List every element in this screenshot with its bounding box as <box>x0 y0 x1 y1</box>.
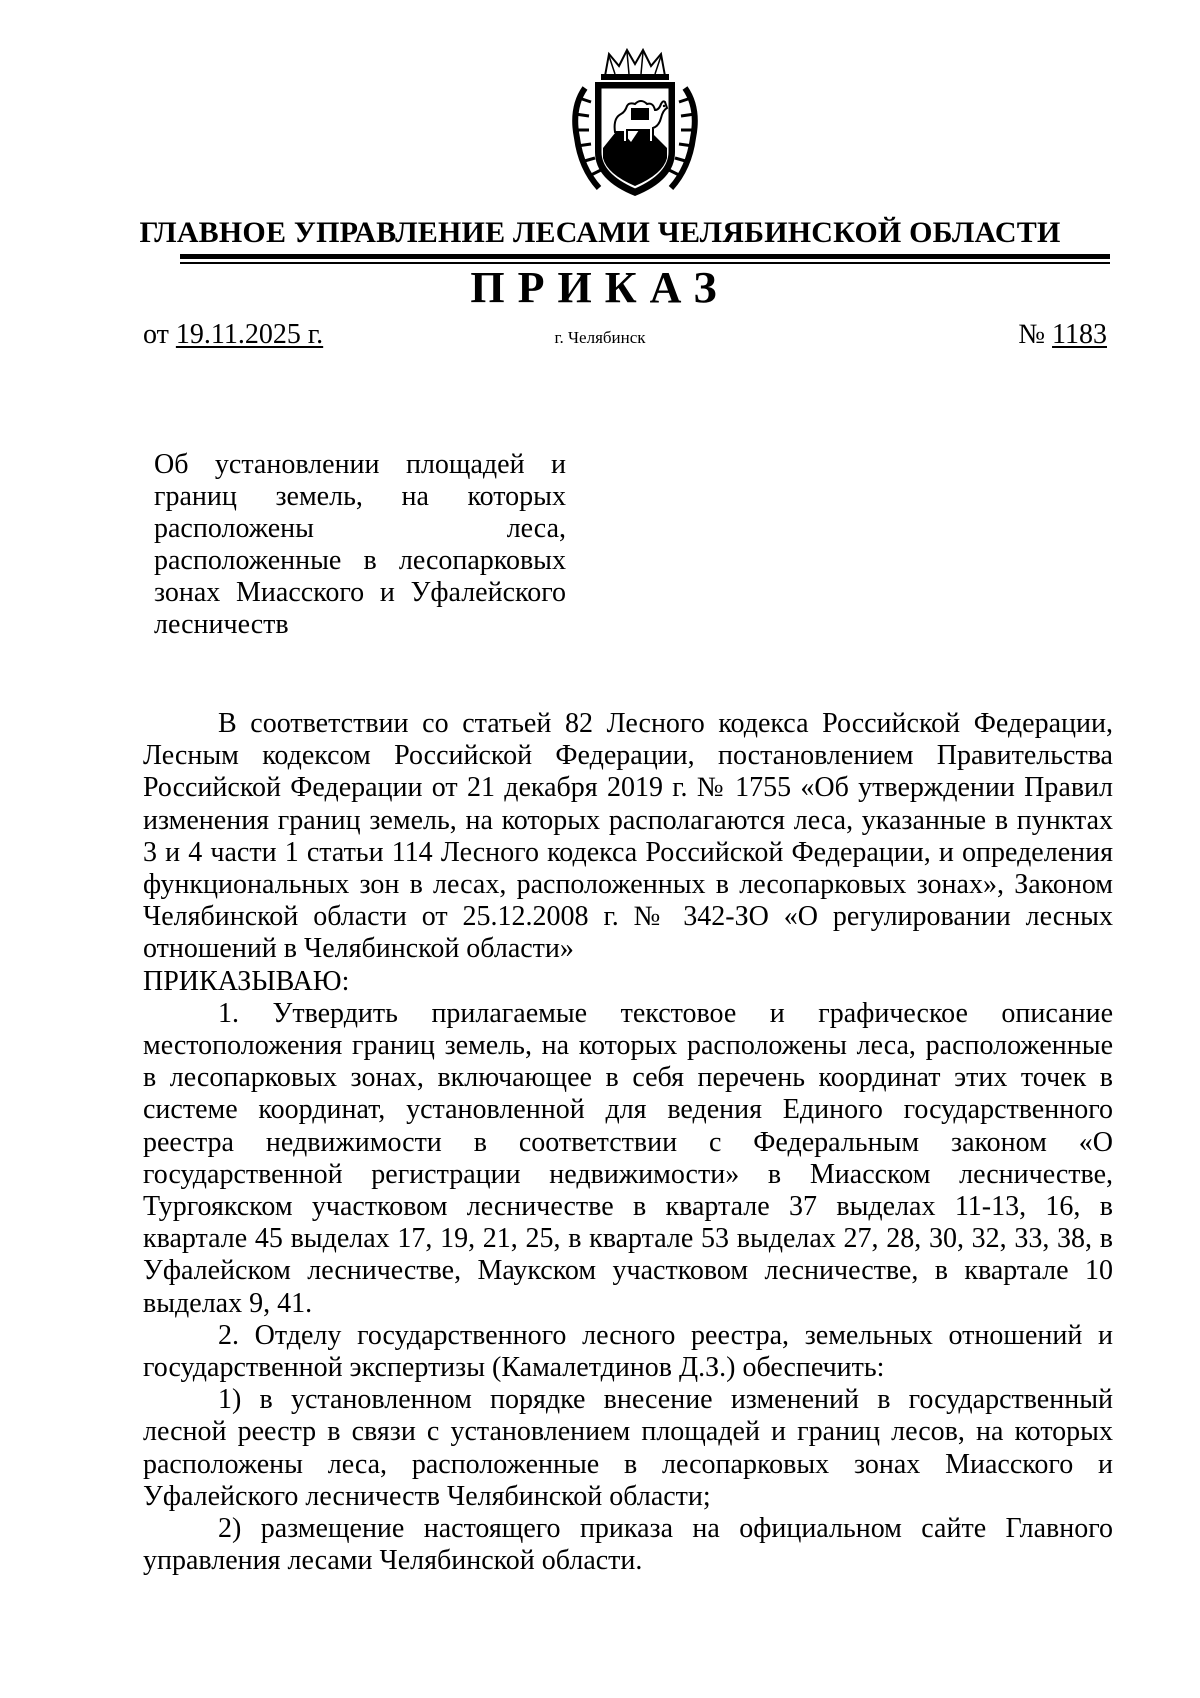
date-prefix: от <box>143 319 169 350</box>
order-item-1: 1. Утвердить прилагаемые текстовое и графическое описание местоположения границ земель, на которых расположены леса, расположенные в лесопарковых зонах, включающее в себя перечень координат этих точек в системе координат, установленной для ведения Единого государственного реестра недвижимости в соответствии с Федеральным законом «О государственной регистрации недвижимости» в Миасском лесничестве, Тургоякском участковом лесничестве в квартале 37 выделах 11-13, 16, в квартале 45 выделах 17, 19, 21, 25, в квартале 53 выделах 27, 28, 30, 32, 33, 38, в Уфалейском лесничестве, Маукском участковом лесничестве, в квартале 10 выделах 9, 41. <box>143 997 1113 1319</box>
organization-title: ГЛАВНОЕ УПРАВЛЕНИЕ ЛЕСАМИ ЧЕЛЯБИНСКОЙ ОБЛАСТИ <box>139 216 1061 249</box>
document-type: ПРИКАЗ <box>470 263 730 312</box>
order-item-2-2: 2) размещение настоящего приказа на официальном сайте Главного управления лесами Челябинской области. <box>143 1513 1113 1577</box>
order-item-2-1: 1) в установленном порядке внесение изменений в государственный лесной реестр в связи с установлением площадей и границ лесов, на которых расположены леса, расположенные в лесопарковых зонах Миасского и Уфалейского лесничеств Челябинской области; <box>143 1384 1113 1512</box>
date-value: 19.11.2025 г. <box>175 319 324 350</box>
document-city: г. Челябинск <box>554 328 646 347</box>
document-subject: Об установлении площадей и границ земель, на которых расположены леса, расположенные в лесопарковых зонах Миасского и Уфалейского лесничеств <box>154 449 566 640</box>
order-item-2: 2. Отделу государственного лесного реестра, земельных отношений и государственной экспертизы (Камалетдинов Д.З.) обеспечить: <box>143 1319 1113 1384</box>
number-prefix: № <box>1018 319 1046 350</box>
order-word: ПРИКАЗЫВАЮ: <box>143 965 350 997</box>
document-body <box>143 708 1113 1577</box>
header-rule-thick <box>180 254 1110 259</box>
number-value: 1183 <box>1052 319 1107 350</box>
chelyabinsk-coat-of-arms-icon <box>565 48 705 200</box>
document-number <box>1018 318 1107 352</box>
preamble-paragraph: В соответствии со статьей 82 Лесного кодекса Российской Федерации, Лесным кодексом Российской Федерации, постановлением Правительства Российской Федерации от 21 декабря 2019 г. № 1755 «Об утверждении Правил изменения границ земель, на которых располагаются леса, указанные в пунктах 3 и 4 части 1 статьи 114 Лесного кодекса Российской Федерации, и определения функциональных зон в лесах, расположенных в лесопарковых зонах», Законом Челябинской области от 25.12.2008 г. № 342-ЗО «О регулировании лесных отношений в Челябинской области» <box>143 708 1113 965</box>
